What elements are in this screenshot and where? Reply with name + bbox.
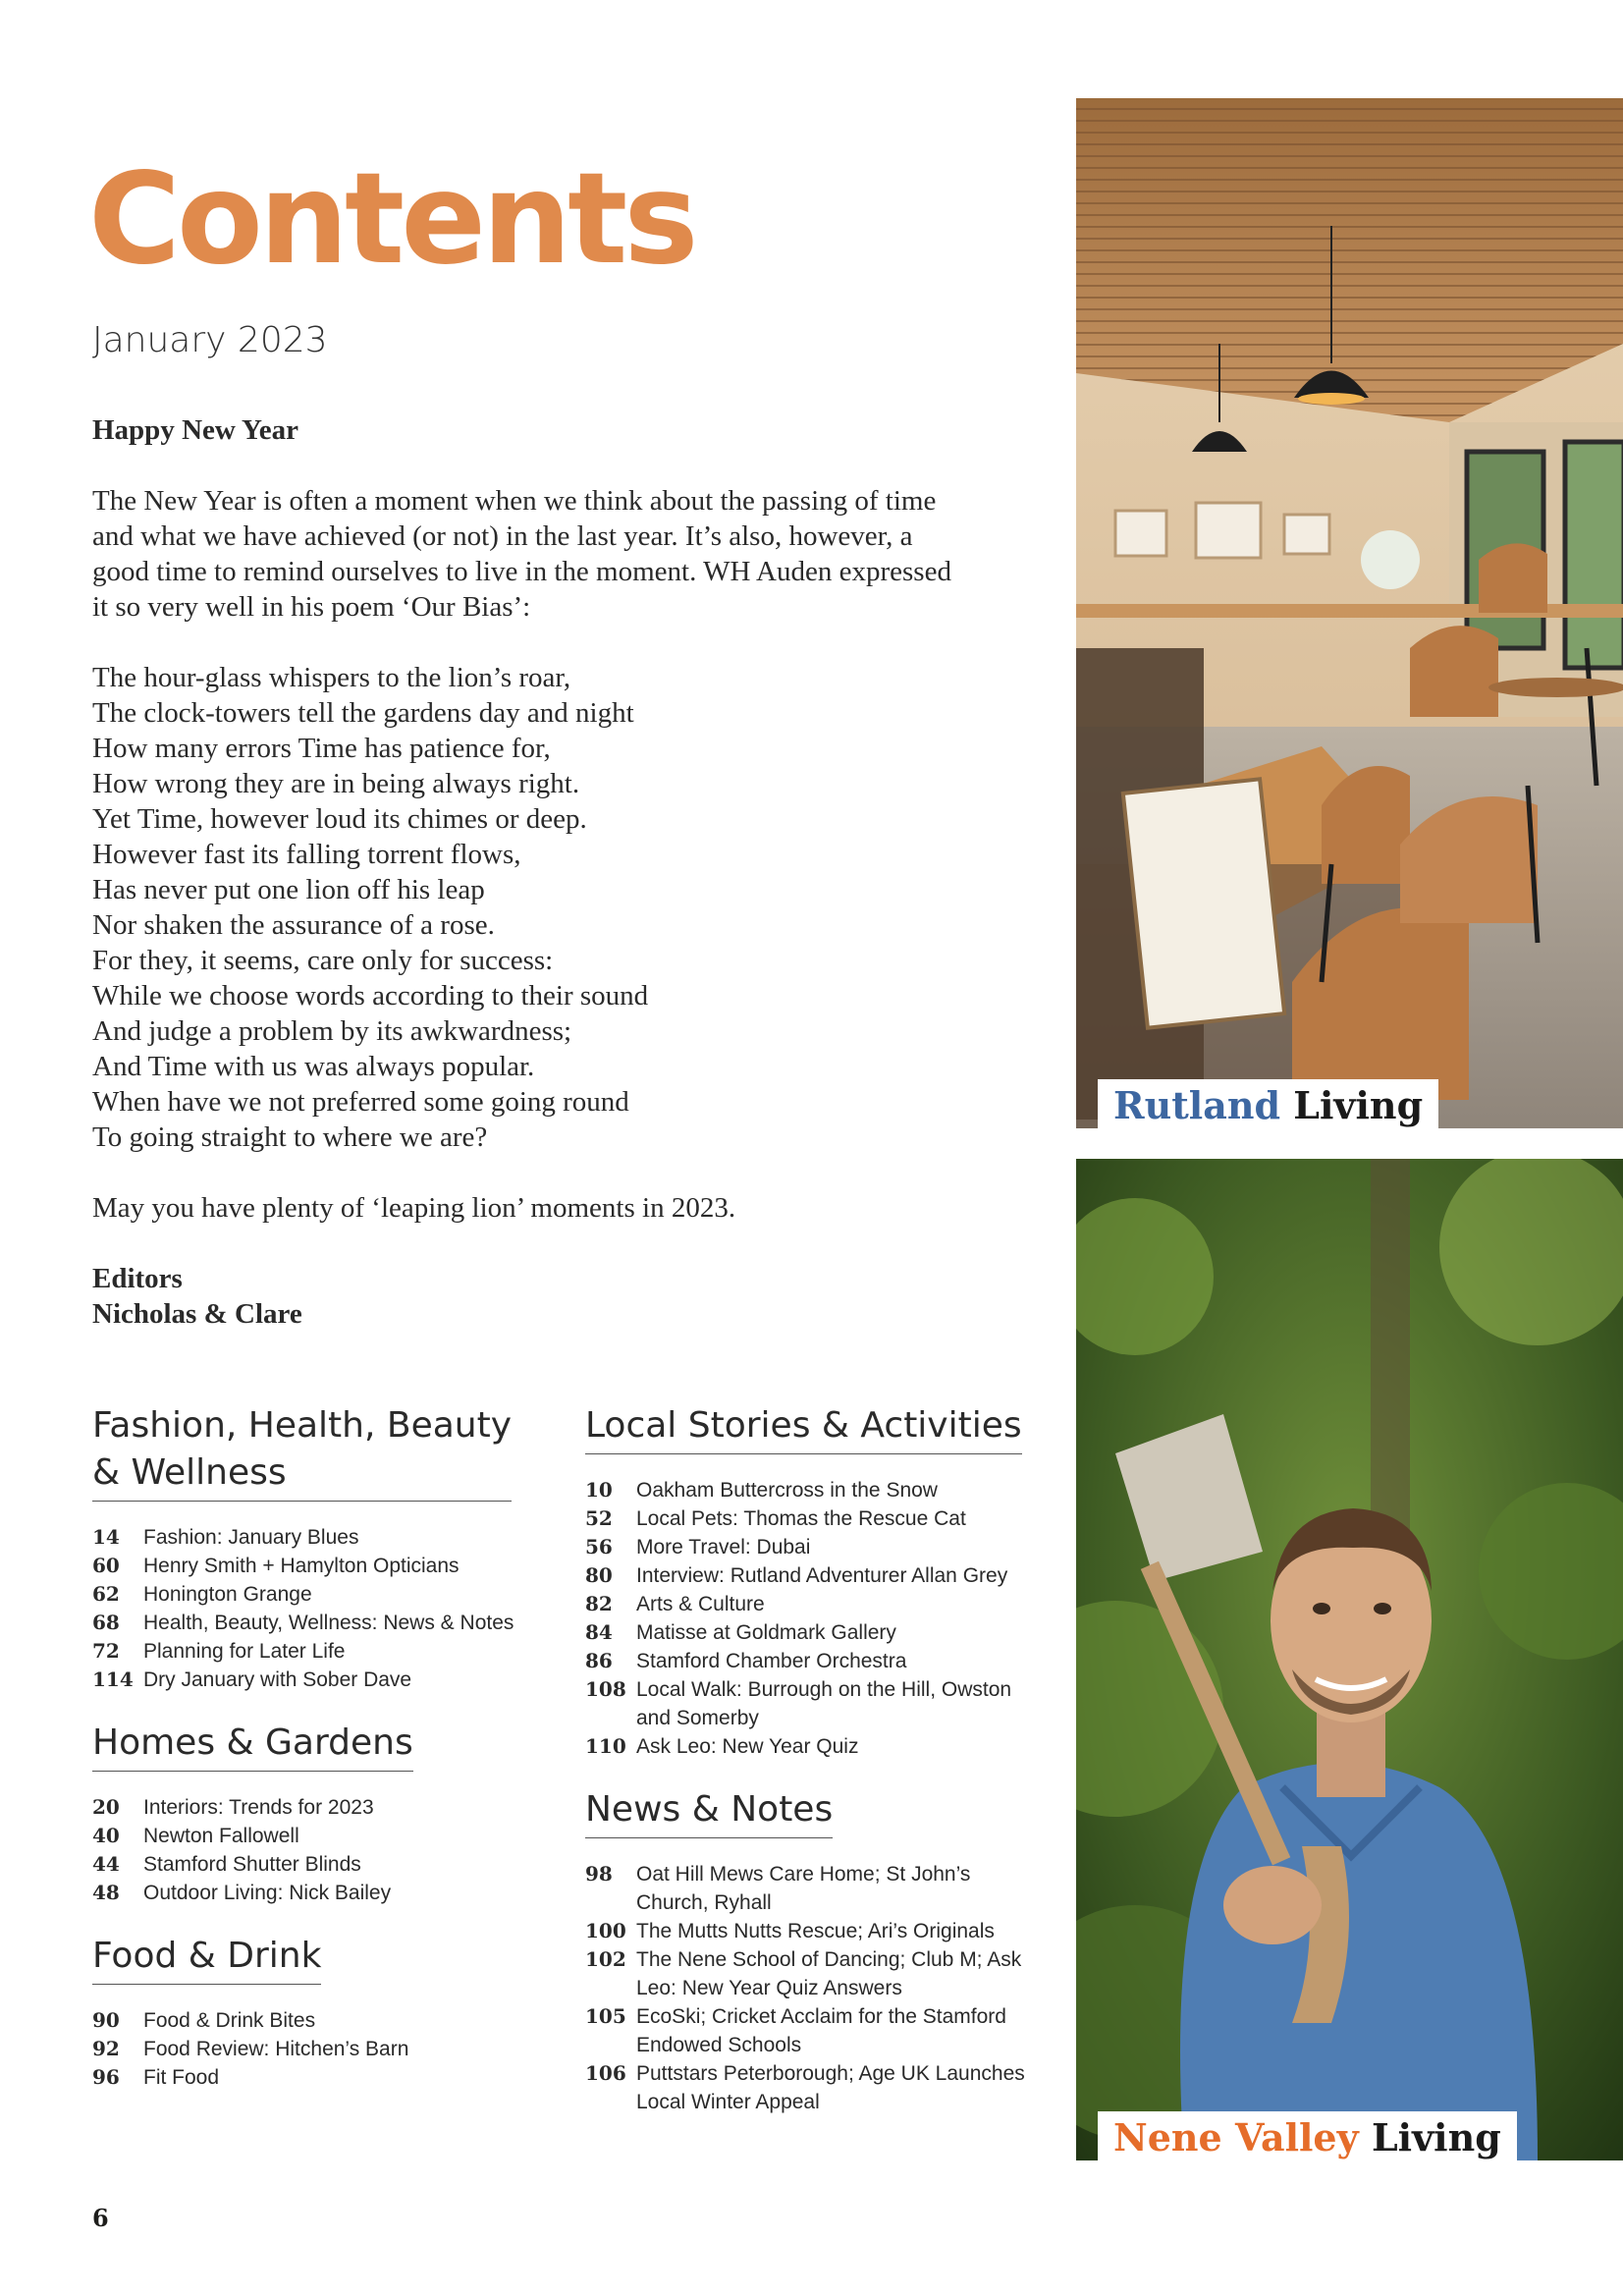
toc-section-homes [92, 1720, 554, 1907]
page-number: 6 [92, 2204, 109, 2232]
brand-word: Nene Valley [1113, 2115, 1359, 2159]
section-title-line: & Wellness [92, 1452, 287, 1493]
toc-page-number: 60 [92, 1554, 120, 1577]
editorial [92, 412, 976, 1332]
toc-entry[interactable] [585, 1675, 1047, 1732]
cafe-interior-illustration [1076, 98, 1623, 1128]
poem-line: While we choose words according to their sound [92, 980, 649, 1011]
poem-line: When have we not preferred some going round [92, 1086, 629, 1118]
issue-date: January 2023 [92, 320, 328, 360]
toc-entry[interactable] [585, 1618, 1047, 1647]
toc-page-number: 96 [92, 2065, 120, 2089]
intro-line: The New Year is often a moment when we think about the passing of time [92, 485, 937, 517]
poem-line: The clock-towers tell the gardens day and night [92, 697, 634, 729]
toc-page-number: 90 [92, 2008, 120, 2032]
editorial-poem [92, 660, 976, 1155]
toc-page-number: 102 [585, 1947, 626, 1971]
toc-entry-title: Stamford Shutter Blinds [143, 1853, 361, 1876]
toc-page-number: 92 [92, 2037, 120, 2060]
toc-section-local [585, 1402, 1047, 1761]
toc-entry[interactable] [585, 1590, 1047, 1618]
section-title: News & Notes [585, 1786, 833, 1838]
toc-page-number: 100 [585, 1919, 626, 1942]
toc-page-number: 10 [585, 1478, 613, 1502]
toc-entry-title: Oakham Buttercross in the Snow [636, 1479, 938, 1502]
toc-entry-title: Food Review: Hitchen’s Barn [143, 2038, 409, 2060]
toc-entry-title: The Nene School of Dancing; Club M; Ask Leo: New Year Quiz Answers [636, 1948, 1022, 1999]
poem-line: How many errors Time has patience for, [92, 733, 551, 764]
toc-entry[interactable] [585, 1476, 1047, 1504]
section-title: Food & Drink [92, 1933, 321, 1985]
toc-entry-title: More Travel: Dubai [636, 1536, 811, 1558]
toc-entry-title: Interiors: Trends for 2023 [143, 1796, 374, 1819]
toc-entry[interactable] [585, 1647, 1047, 1675]
toc-entry[interactable] [92, 1523, 554, 1552]
poem-line: For they, it seems, care only for success: [92, 945, 554, 976]
toc-page-number: 84 [585, 1620, 613, 1644]
poem-line: However fast its falling torrent flows, [92, 839, 521, 870]
toc-entry-title: Interview: Rutland Adventurer Allan Grey [636, 1564, 1008, 1587]
toc-page-number: 62 [92, 1582, 120, 1606]
toc-left-column [92, 1402, 554, 2117]
toc-entry[interactable] [92, 1552, 554, 1580]
toc-entry-title: Matisse at Goldmark Gallery [636, 1621, 896, 1644]
brand-word: Living [1293, 1083, 1424, 1127]
toc-page-number: 14 [92, 1525, 120, 1549]
toc-entry-title: The Mutts Nutts Rescue; Ari’s Originals [636, 1920, 995, 1942]
toc-entry-title: EcoSki; Cricket Acclaim for the Stamford Endowed Schools [636, 2005, 1006, 2056]
gardener-portrait-photo [1076, 1159, 1623, 2160]
toc-entry-title: Local Pets: Thomas the Rescue Cat [636, 1507, 966, 1530]
toc-entry-title: Henry Smith + Hamylton Opticians [143, 1555, 460, 1577]
toc-entry[interactable] [585, 2002, 1047, 2059]
toc-page-number: 68 [92, 1611, 120, 1634]
poem-line: To going straight to where we are? [92, 1121, 488, 1153]
toc-entry-title: Oat Hill Mews Care Home; St John’s Church, Ryhall [636, 1863, 971, 1914]
editorial-intro [92, 483, 976, 625]
section-title: Local Stories & Activities [585, 1402, 1022, 1454]
toc-page-number: 98 [585, 1862, 613, 1886]
toc-entry[interactable] [92, 1637, 554, 1666]
toc-entry[interactable] [92, 1822, 554, 1850]
toc-entry[interactable] [92, 1580, 554, 1609]
toc-entry-title: Dry January with Sober Dave [143, 1668, 412, 1691]
toc-entry-title: Fit Food [143, 2066, 220, 2089]
poem-line: Nor shaken the assurance of a rose. [92, 909, 495, 941]
toc-entry[interactable] [585, 1945, 1047, 2002]
toc-page-number: 86 [585, 1649, 613, 1672]
toc-entry-title: Arts & Culture [636, 1593, 765, 1615]
brand-word: Living [1371, 2115, 1501, 2159]
section-title: Homes & Gardens [92, 1720, 413, 1772]
section-title [92, 1402, 512, 1502]
rutland-living-logo [1098, 1079, 1438, 1128]
toc-page-number: 105 [585, 2004, 626, 2028]
toc-page-number: 56 [585, 1535, 613, 1558]
toc-page-number: 20 [92, 1795, 120, 1819]
intro-line: and what we have achieved (or not) in the last year. It’s also, however, a [92, 520, 913, 552]
toc-entry[interactable] [92, 1609, 554, 1637]
editorial-sign-names: Nicholas & Clare [92, 1298, 302, 1330]
toc-page-number: 44 [92, 1852, 120, 1876]
toc-entry[interactable] [585, 1860, 1047, 1917]
toc-entry[interactable] [92, 1850, 554, 1879]
poem-line: Yet Time, however loud its chimes or deep. [92, 803, 587, 835]
poem-line: And judge a problem by its awkwardness; [92, 1015, 572, 1047]
poem-line: Has never put one lion off his leap [92, 874, 485, 905]
toc-entry[interactable] [585, 1533, 1047, 1561]
toc-entry[interactable] [585, 1917, 1047, 1945]
toc-section-fashion [92, 1402, 554, 1694]
section-title-line: Fashion, Health, Beauty [92, 1405, 513, 1446]
toc-entry-title: Local Walk: Burrough on the Hill, Owston and Somerby [636, 1678, 1012, 1729]
toc-entry[interactable] [92, 1793, 554, 1822]
toc-page-number: 82 [585, 1592, 613, 1615]
toc-page-number: 40 [92, 1824, 120, 1847]
editorial-sign-role: Editors [92, 1263, 183, 1294]
toc-entry[interactable] [585, 1561, 1047, 1590]
toc-entry-title: Health, Beauty, Wellness: News & Notes [143, 1612, 514, 1634]
brand-word: Rutland [1113, 1083, 1281, 1127]
toc-entry[interactable] [92, 2035, 554, 2063]
toc-page-number: 106 [585, 2061, 626, 2085]
nene-valley-living-logo [1098, 2111, 1517, 2160]
toc-page-number: 114 [92, 1667, 134, 1691]
toc-entry[interactable] [92, 2006, 554, 2035]
cafe-interior-photo [1076, 98, 1623, 1128]
poem-line: And Time with us was always popular. [92, 1051, 535, 1082]
toc-page-number: 80 [585, 1563, 613, 1587]
toc-page-number: 72 [92, 1639, 120, 1663]
toc-entry-title: Puttstars Peterborough; Age UK Launches Local Winter Appeal [636, 2062, 1025, 2113]
toc-entry[interactable] [92, 1879, 554, 1907]
poem-line: How wrong they are in being always right. [92, 768, 580, 799]
toc-page-number: 52 [585, 1506, 613, 1530]
toc-entry-title: Outdoor Living: Nick Bailey [143, 1882, 392, 1904]
editorial-heading: Happy New Year [92, 414, 298, 446]
toc-entry-title: Stamford Chamber Orchestra [636, 1650, 907, 1672]
toc-page-number: 110 [585, 1734, 626, 1758]
toc-page-number: 48 [92, 1881, 120, 1904]
toc-entry-title: Food & Drink Bites [143, 2009, 316, 2032]
toc-entry[interactable] [92, 1666, 554, 1694]
poem-line: The hour-glass whispers to the lion’s roar, [92, 662, 571, 693]
toc-right-column [585, 1402, 1047, 2142]
toc-entry-title: Newton Fallowell [143, 1825, 299, 1847]
toc-entry[interactable] [585, 1732, 1047, 1761]
toc-entry-title: Fashion: January Blues [143, 1526, 359, 1549]
toc-section-food [92, 1933, 554, 2092]
intro-line: good time to remind ourselves to live in the moment. WH Auden expressed [92, 556, 951, 587]
toc-entry[interactable] [585, 2059, 1047, 2116]
toc-entry[interactable] [92, 2063, 554, 2092]
toc-page-number: 108 [585, 1677, 626, 1701]
toc-entry-title: Honington Grange [143, 1583, 312, 1606]
toc-entry[interactable] [585, 1504, 1047, 1533]
toc-section-news [585, 1786, 1047, 2116]
gardener-portrait-illustration [1076, 1159, 1623, 2160]
toc-entry-title: Planning for Later Life [143, 1640, 346, 1663]
toc-entry-title: Ask Leo: New Year Quiz [636, 1735, 859, 1758]
page-title: Contents [88, 146, 695, 293]
editorial-closing: May you have plenty of ‘leaping lion’ moments in 2023. [92, 1192, 736, 1224]
intro-line: it so very well in his poem ‘Our Bias’: [92, 591, 531, 623]
